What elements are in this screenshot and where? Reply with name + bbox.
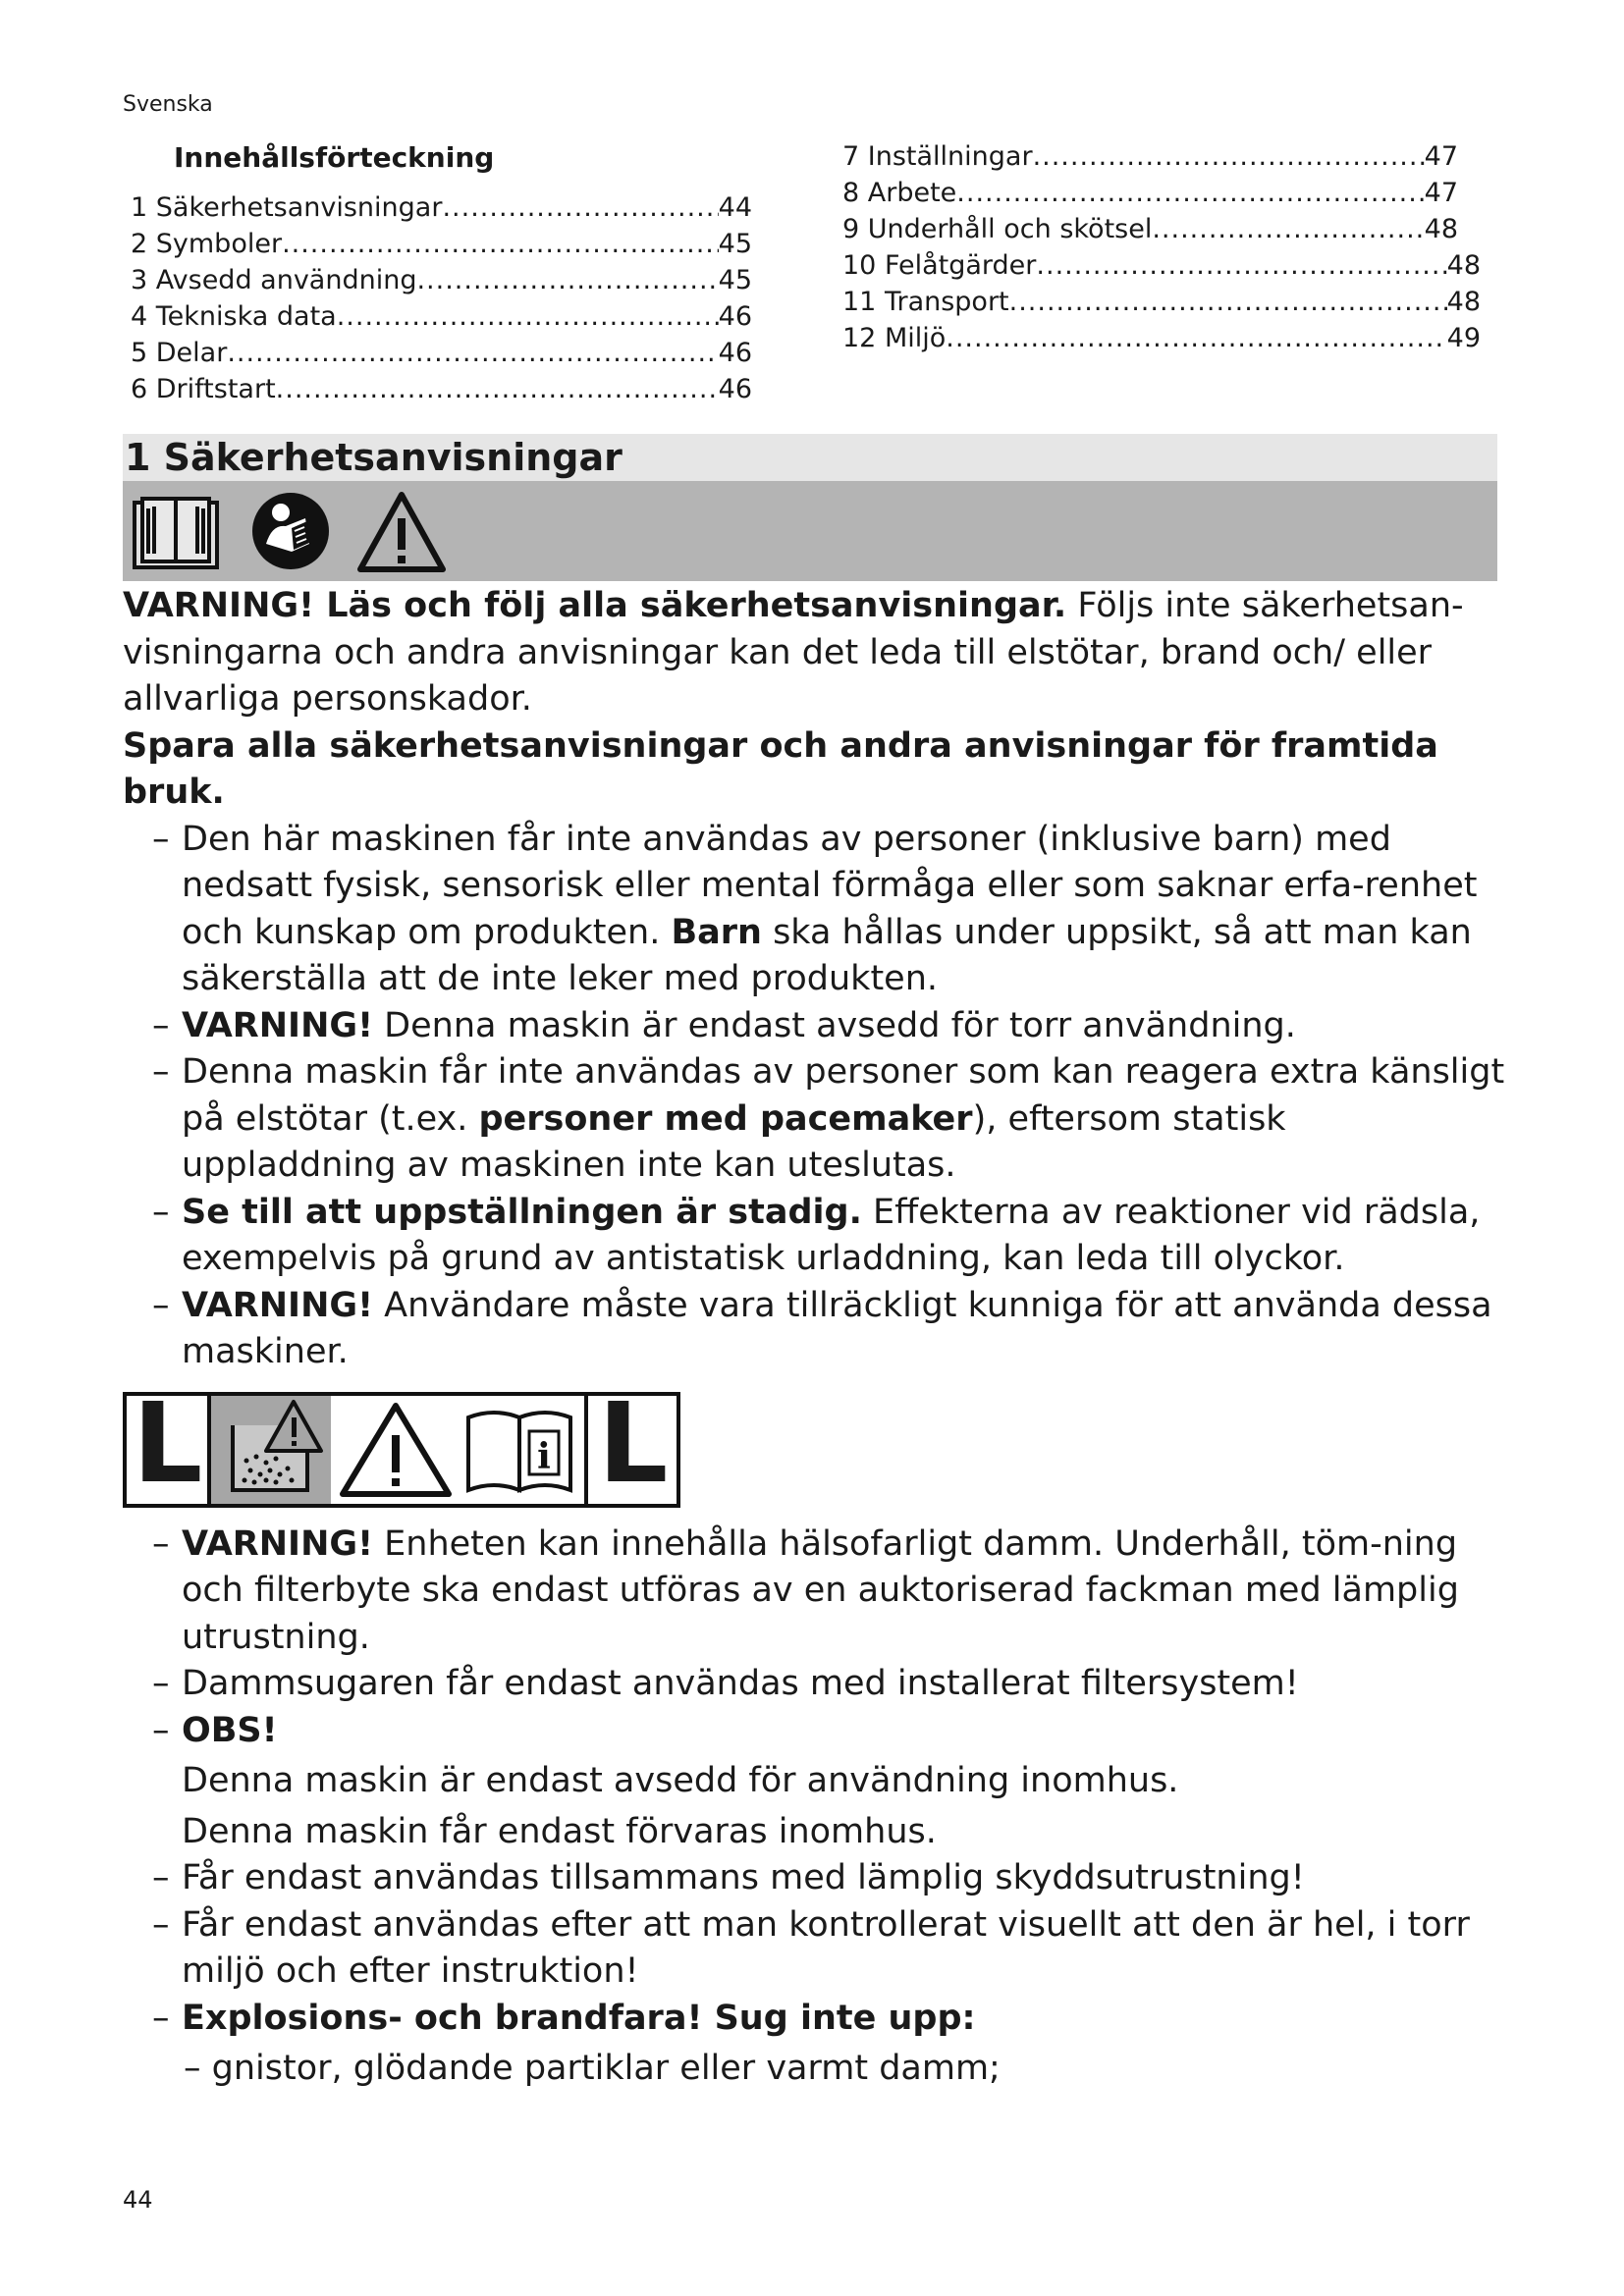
warning-triangle-icon — [354, 489, 449, 575]
read-manual-icon — [248, 489, 333, 573]
save-instructions: Spara alla säkerhetsanvisningar och andra anvisningar för framtida bruk. — [123, 725, 1438, 812]
toc-entry[interactable]: 7 Inställningar ..... 47 — [842, 138, 1458, 175]
toc-title: Innehållsförteckning — [174, 141, 495, 174]
section-heading: 1 Säkerhetsanvisningar — [123, 434, 1497, 481]
toc-entry[interactable]: 3 Avsedd användning ..... 45 — [131, 262, 752, 298]
list-item: – Får endast användas tillsammans med lämplig skyddsutrustning! — [152, 1858, 1305, 1897]
list-item: – Explosions- och brandfara! Sug inte upp: — [152, 1998, 976, 2038]
page-number: 44 — [123, 2186, 153, 2214]
list-item: – OBS! — [152, 1710, 278, 1750]
health-hazard-dust-icon — [211, 1396, 331, 1504]
toc-entry[interactable]: 10 Felåtgärder ..... 48 — [842, 247, 1481, 284]
safety-instructions — [123, 583, 1507, 2093]
toc-right-column — [842, 138, 1481, 356]
language-label: Svenska — [123, 92, 213, 117]
list-item: – Denna maskin får inte användas av personer som kan reagera extra känsligt på elstötar (t.ex. personer med pacemaker), eftersom statisk uppladdning av maskinen inte kan uteslutas. — [152, 1052, 1505, 1185]
dust-class-l-left: L — [127, 1396, 211, 1504]
toc-entry[interactable]: 6 Driftstart ..... 46 — [131, 371, 752, 407]
sub-list-item: – gnistor, glödande partiklar eller varmt damm; — [184, 2049, 1001, 2088]
info-manual-icon — [460, 1396, 588, 1504]
dust-class-symbol-row — [123, 1379, 680, 1508]
toc-left-column — [131, 189, 752, 407]
dust-class-l-right: L — [598, 1379, 669, 1508]
list-item: – VARNING! Användare måste vara tillräckligt kunniga för att använda dessa maskiner. — [152, 1285, 1492, 1371]
list-item: – VARNING! Enheten kan innehålla hälsofarligt damm. Underhåll, töm-ning och filterbyte ska endast utföras av en auktoriserad fackman med lämplig utrustning. — [152, 1523, 1459, 1657]
toc-entry[interactable]: 12 Miljö ..... 49 — [842, 320, 1481, 356]
toc-entry[interactable]: 9 Underhåll och skötsel ..... 48 — [842, 211, 1458, 247]
list-item: – Se till att uppställningen är stadig. Effekterna av reaktioner vid rädsla, exempelvis på grund av antistatisk urladdning, kan leda till olyckor. — [152, 1192, 1481, 1278]
manual-icon — [131, 489, 221, 573]
obs-line: Denna maskin får endast förvaras inomhus. — [182, 1811, 937, 1851]
warning-triangle-icon — [331, 1396, 460, 1504]
toc-entry[interactable]: 4 Tekniska data ..... 46 — [131, 298, 752, 335]
list-item: – Dammsugaren får endast användas med installerat filtersystem! — [152, 1664, 1299, 1703]
info-glyph: i — [537, 1435, 551, 1477]
toc-entry[interactable]: 1 Säkerhetsanvisningar ..... 44 — [131, 189, 752, 226]
list-item: – Den här maskinen får inte användas av personer (inklusive barn) med nedsatt fysisk, sensorisk eller mental förmåga eller som saknar erfa-renhet och kunskap om produkten. Barn ska hållas under uppsikt, så att man kan säkerställa att de inte leker med produkten. — [152, 819, 1478, 998]
safety-icon-band — [123, 481, 1497, 581]
list-item: – Får endast användas efter att man kontrollerat visuellt att den är hel, i torr miljö och efter instruktion! — [152, 1904, 1470, 1991]
obs-line: Denna maskin är endast avsedd för användning inomhus. — [182, 1761, 1179, 1800]
toc-entry[interactable]: 11 Transport ..... 48 — [842, 284, 1481, 320]
toc-entry[interactable]: 2 Symboler ..... 45 — [131, 226, 752, 262]
toc-entry[interactable]: 5 Delar ..... 46 — [131, 335, 752, 371]
toc-entry[interactable]: 8 Arbete ..... 47 — [842, 175, 1458, 211]
warning-paragraph: VARNING! Läs och följ alla säkerhetsanvisningar. Följs inte säkerhetsan-visningarna och andra anvisningar kan det leda till elstötar, brand och/ eller allvarliga personskador. — [123, 586, 1464, 719]
list-item: – VARNING! Denna maskin är endast avsedd för torr användning. — [152, 1005, 1296, 1045]
